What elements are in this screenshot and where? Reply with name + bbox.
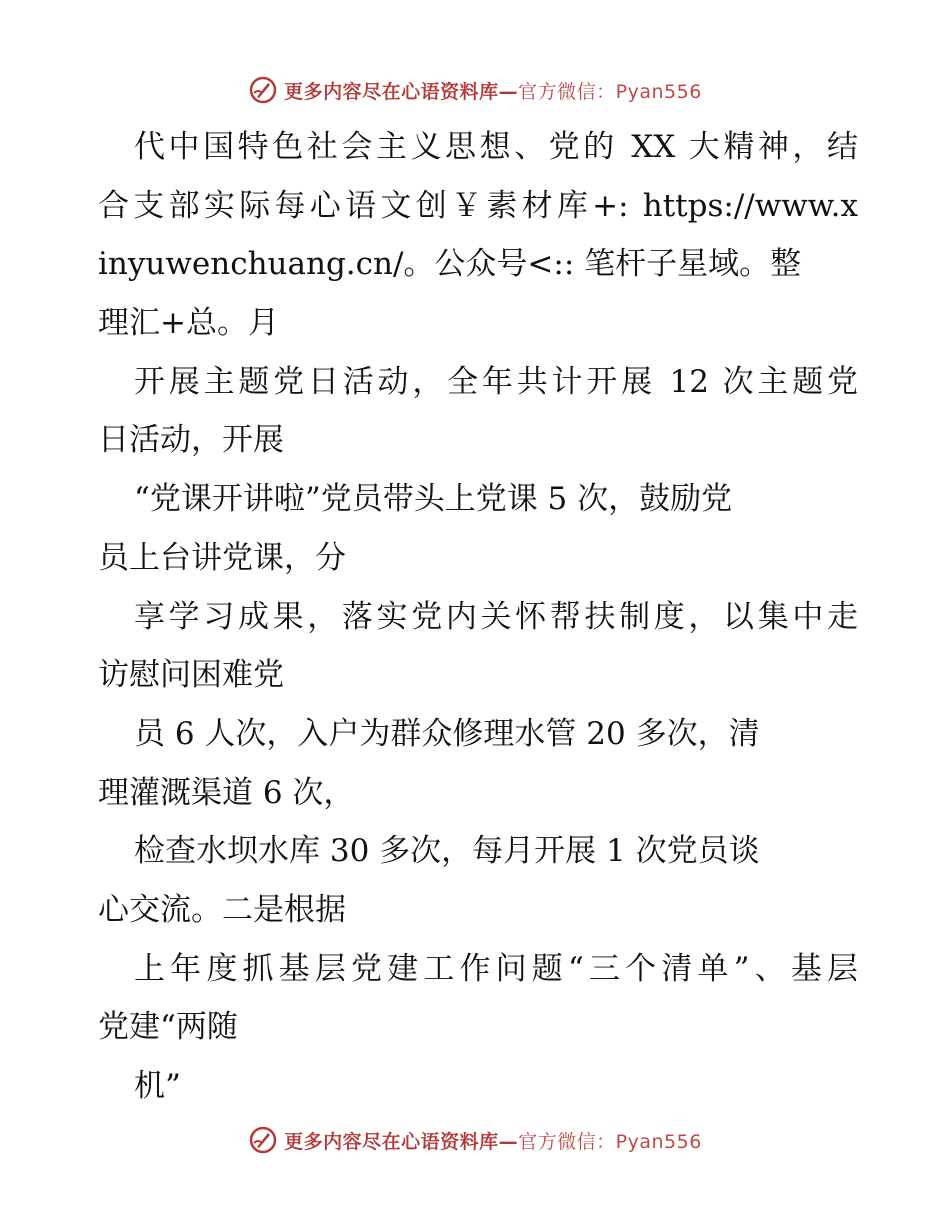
header-text: [284, 77, 702, 104]
header-site-text: 更多内容尽在心语资料库—: [284, 80, 519, 103]
body-line: inyuwenchuang.cn/。公众号<:: 笔杆子星域。整: [98, 246, 802, 283]
body-line: 心交流。二是根据: [98, 891, 346, 928]
body-line: 代中国特色社会主义思想、党的 XX 大精神，结: [134, 129, 858, 165]
body-line: 上年度抓基层党建工作问题“三个清单”、基层: [134, 950, 858, 987]
footer-text: [284, 1127, 702, 1154]
footer-banner: [0, 1120, 950, 1160]
body-line: 员上台讲党课，分: [98, 539, 346, 576]
body-line: 日活动，开展: [98, 422, 284, 459]
quill-logo-icon: [248, 1125, 278, 1155]
body-line: 开展主题党日活动，全年共计开展 12 次主题党: [134, 363, 858, 400]
body-line: 检查水坝水库 30 多次，每月开展 1 次党员谈: [134, 833, 760, 870]
footer-wechat-text: 官方微信：Pyan556: [518, 1130, 702, 1153]
footer-site-text: 更多内容尽在心语资料库—: [284, 1130, 519, 1153]
body-line: 享学习成果，落实党内关怀帮扶制度，以集中走: [134, 598, 858, 635]
body-line: 合支部实际每心语文创￥素材库+: https://www.x: [98, 187, 858, 224]
body-line: 员 6 人次，入户为群众修理水管 20 多次，清: [134, 715, 760, 752]
header-banner: [0, 70, 950, 110]
body-line: 访慰问困难党: [98, 657, 284, 694]
body-line: 党建“两随: [98, 1009, 238, 1046]
document-body: [98, 118, 858, 1116]
quill-logo-icon: [248, 75, 278, 105]
body-line: 理灌溉渠道 6 次，: [98, 774, 355, 811]
body-line: 理汇+总。月: [98, 305, 279, 342]
body-line: 机”: [134, 1068, 181, 1104]
body-line: “党课开讲啦”党员带头上党课 5 次，鼓励党: [134, 481, 733, 518]
header-wechat-text: 官方微信：Pyan556: [518, 80, 702, 103]
